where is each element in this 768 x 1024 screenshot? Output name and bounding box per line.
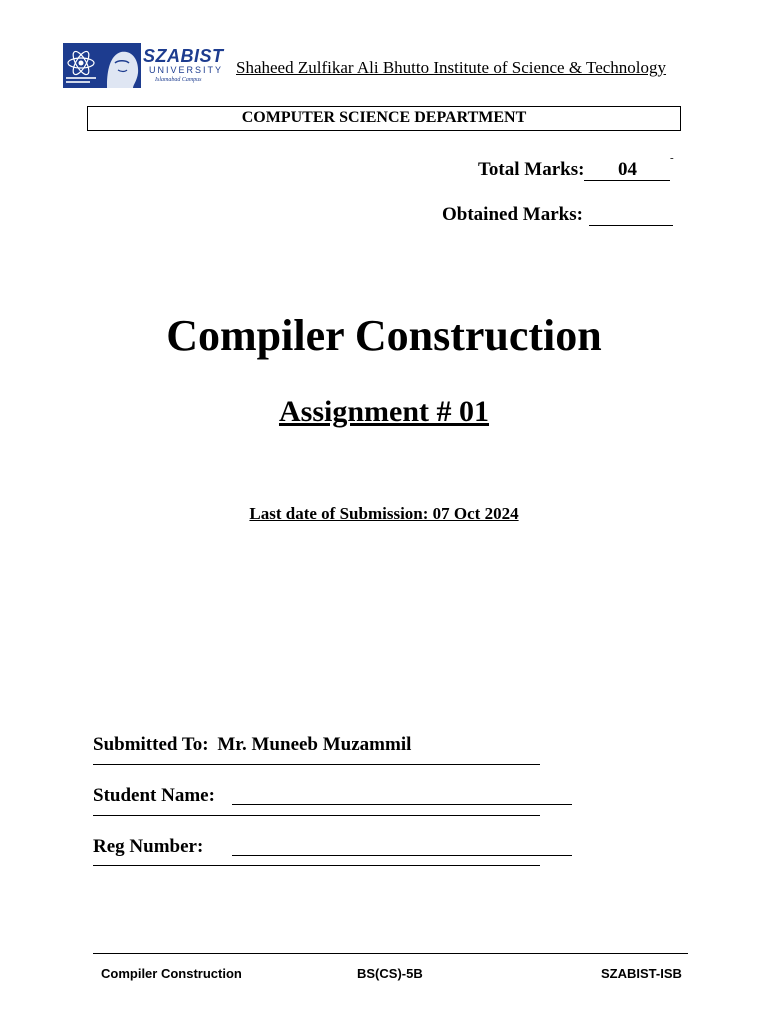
footer-class: BS(CS)-5B bbox=[357, 966, 423, 981]
department-heading: COMPUTER SCIENCE DEPARTMENT bbox=[87, 106, 681, 131]
logo-wordmark-text: SZABIST bbox=[143, 46, 224, 66]
logo-emblem-icon bbox=[63, 43, 141, 88]
assignment-number: Assignment # 01 bbox=[278, 395, 489, 428]
total-marks-value: 04 bbox=[584, 159, 670, 181]
logo-wordmark bbox=[143, 47, 223, 84]
footer-course: Compiler Construction bbox=[101, 966, 242, 981]
student-name-label: Student Name: bbox=[93, 785, 215, 806]
logo-campus: Islamabad Campus bbox=[155, 77, 202, 83]
course-title: Compiler Construction bbox=[166, 311, 602, 360]
submitted-to-value: Mr. Muneeb Muzammil bbox=[217, 734, 412, 755]
reg-number-blank bbox=[232, 855, 572, 856]
submitted-to-field bbox=[93, 734, 411, 756]
total-marks bbox=[478, 159, 670, 181]
obtained-marks-blank bbox=[589, 207, 673, 226]
student-name-field bbox=[93, 785, 215, 807]
submission-deadline: Last date of Submission: 07 Oct 2024 bbox=[249, 504, 519, 523]
logo-subtitle: UNIVERSITY bbox=[149, 65, 224, 75]
tick-mark: - bbox=[670, 152, 674, 164]
institute-name: Shaheed Zulfikar Ali Bhutto Institute of Science & Technology bbox=[236, 58, 667, 77]
szabist-logo bbox=[63, 43, 224, 88]
student-name-underline bbox=[93, 815, 540, 816]
student-name-blank bbox=[232, 804, 572, 805]
footer-campus: SZABIST-ISB bbox=[601, 966, 682, 981]
obtained-marks-label: Obtained Marks: bbox=[442, 204, 583, 225]
footer-divider bbox=[93, 953, 688, 954]
reg-number-label: Reg Number: bbox=[93, 836, 204, 857]
submitted-to-underline bbox=[93, 764, 540, 765]
reg-number-underline bbox=[93, 865, 540, 866]
reg-number-field bbox=[93, 836, 203, 858]
obtained-marks bbox=[442, 204, 673, 226]
submitted-to-label: Submitted To: bbox=[93, 734, 209, 755]
total-marks-label: Total Marks: bbox=[478, 159, 585, 180]
